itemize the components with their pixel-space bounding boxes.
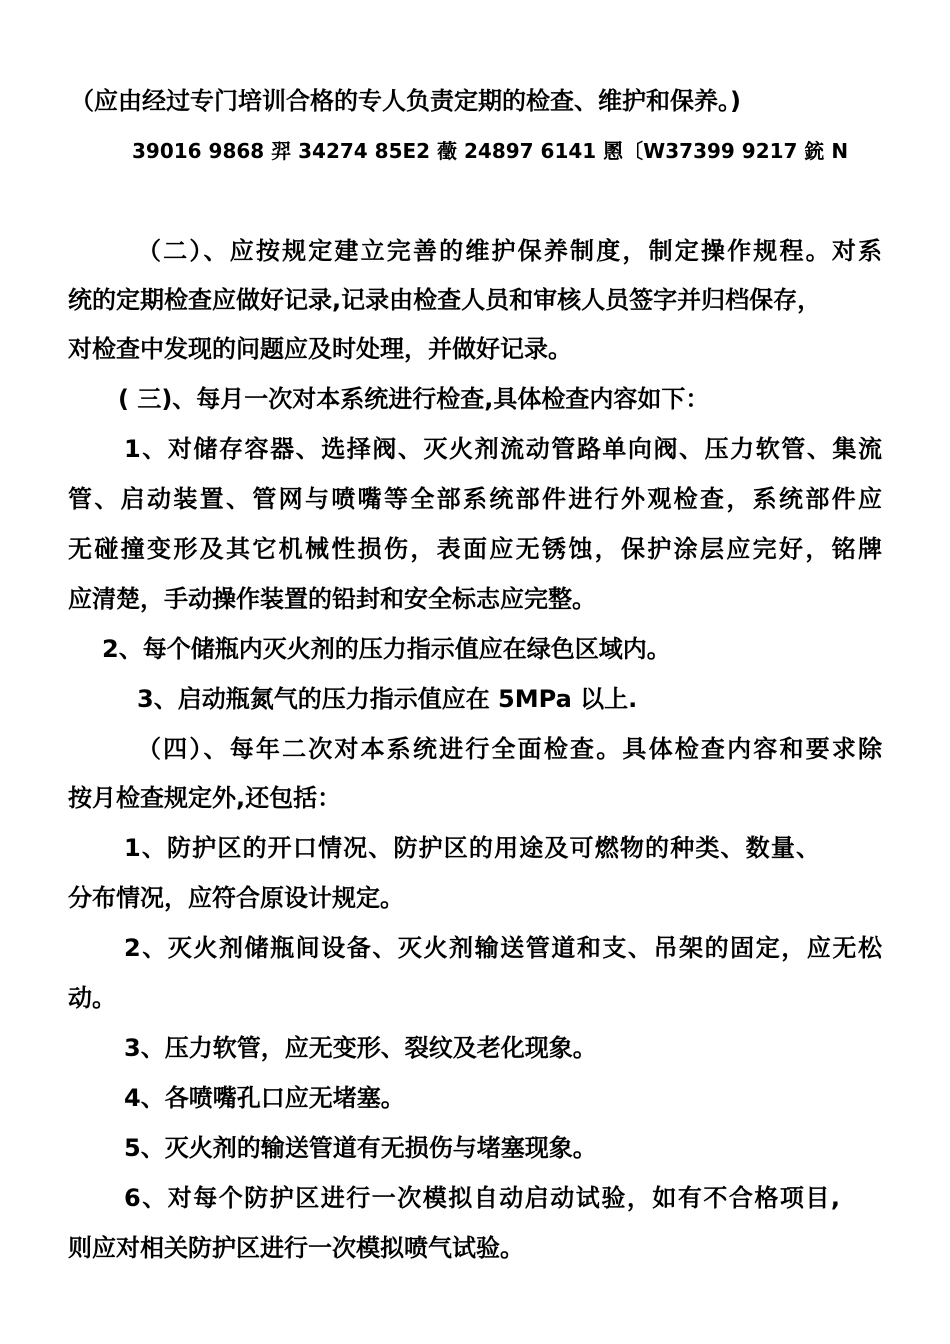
list-item: 1、防护区的开口情况、防护区的用途及可燃物的种类、数量、 [124,834,820,862]
list-item: 6、对每个防护区进行一次模拟自动启动试验，如有不合格项目, [124,1184,840,1212]
list-item: 2、每个储瓶内灭火剂的压力指示值应在绿色区域内。 [102,635,671,663]
list-item: 3、启动瓶氮气的压力指示值应在 5MPa 以上. [137,685,638,713]
text-line: 按月检查规定外,还包括： [68,784,342,812]
list-item: 5、灭火剂的输送管道有无损伤与堵塞现象。 [124,1134,597,1162]
section-heading: ( 三)、每月一次对本系统进行检查,具体检查内容如下： [118,385,710,413]
text-line: 统的定期检查应做好记录,记录由检查人员和审核人员签字并归档保存， [68,286,822,314]
list-item: 4、各喷嘴孔口应无堵塞。 [124,1084,405,1112]
text-line: （应由经过专门培训合格的专人负责定期的检查、维护和保养。) [70,87,741,115]
text-line: 则应对相关防护区进行一次模拟喷气试验。 [68,1234,524,1262]
text-line: 管、启动装置、管网与喷嘴等全部系统部件进行外观检查，系统部件应 [68,485,882,513]
list-item: 3、压力软管，应无变形、裂纹及老化现象。 [124,1034,597,1062]
text-line: 无碰撞变形及其它机械性损伤，表面应无锈蚀，保护涂层应完好，铭牌 [68,535,882,563]
text-line: 动。 [68,984,116,1012]
text-line: （二）、应按规定建立完善的维护保养制度，制定操作规程。对系 [137,237,882,265]
text-line: 应清楚，手动操作装置的铅封和安全标志应完整。 [68,585,596,613]
section-heading: （四）、每年二次对本系统进行全面检查。具体检查内容和要求除 [137,735,882,763]
encoded-text-line: 39016 9868 羿 34274 85E2 藢 24897 6141 慁〔W37399 9217 銃 N [132,139,849,163]
list-item: 2、灭火剂储瓶间设备、灭火剂输送管道和支、吊架的固定，应无松 [124,934,882,962]
text-line: 分布情况，应符合原设计规定。 [68,884,404,912]
text-line: 对检查中发现的问题应及时处理，并做好记录。 [68,335,572,363]
list-item: 1、对储存容器、选择阀、灭火剂流动管路单向阀、压力软管、集流 [124,435,882,463]
